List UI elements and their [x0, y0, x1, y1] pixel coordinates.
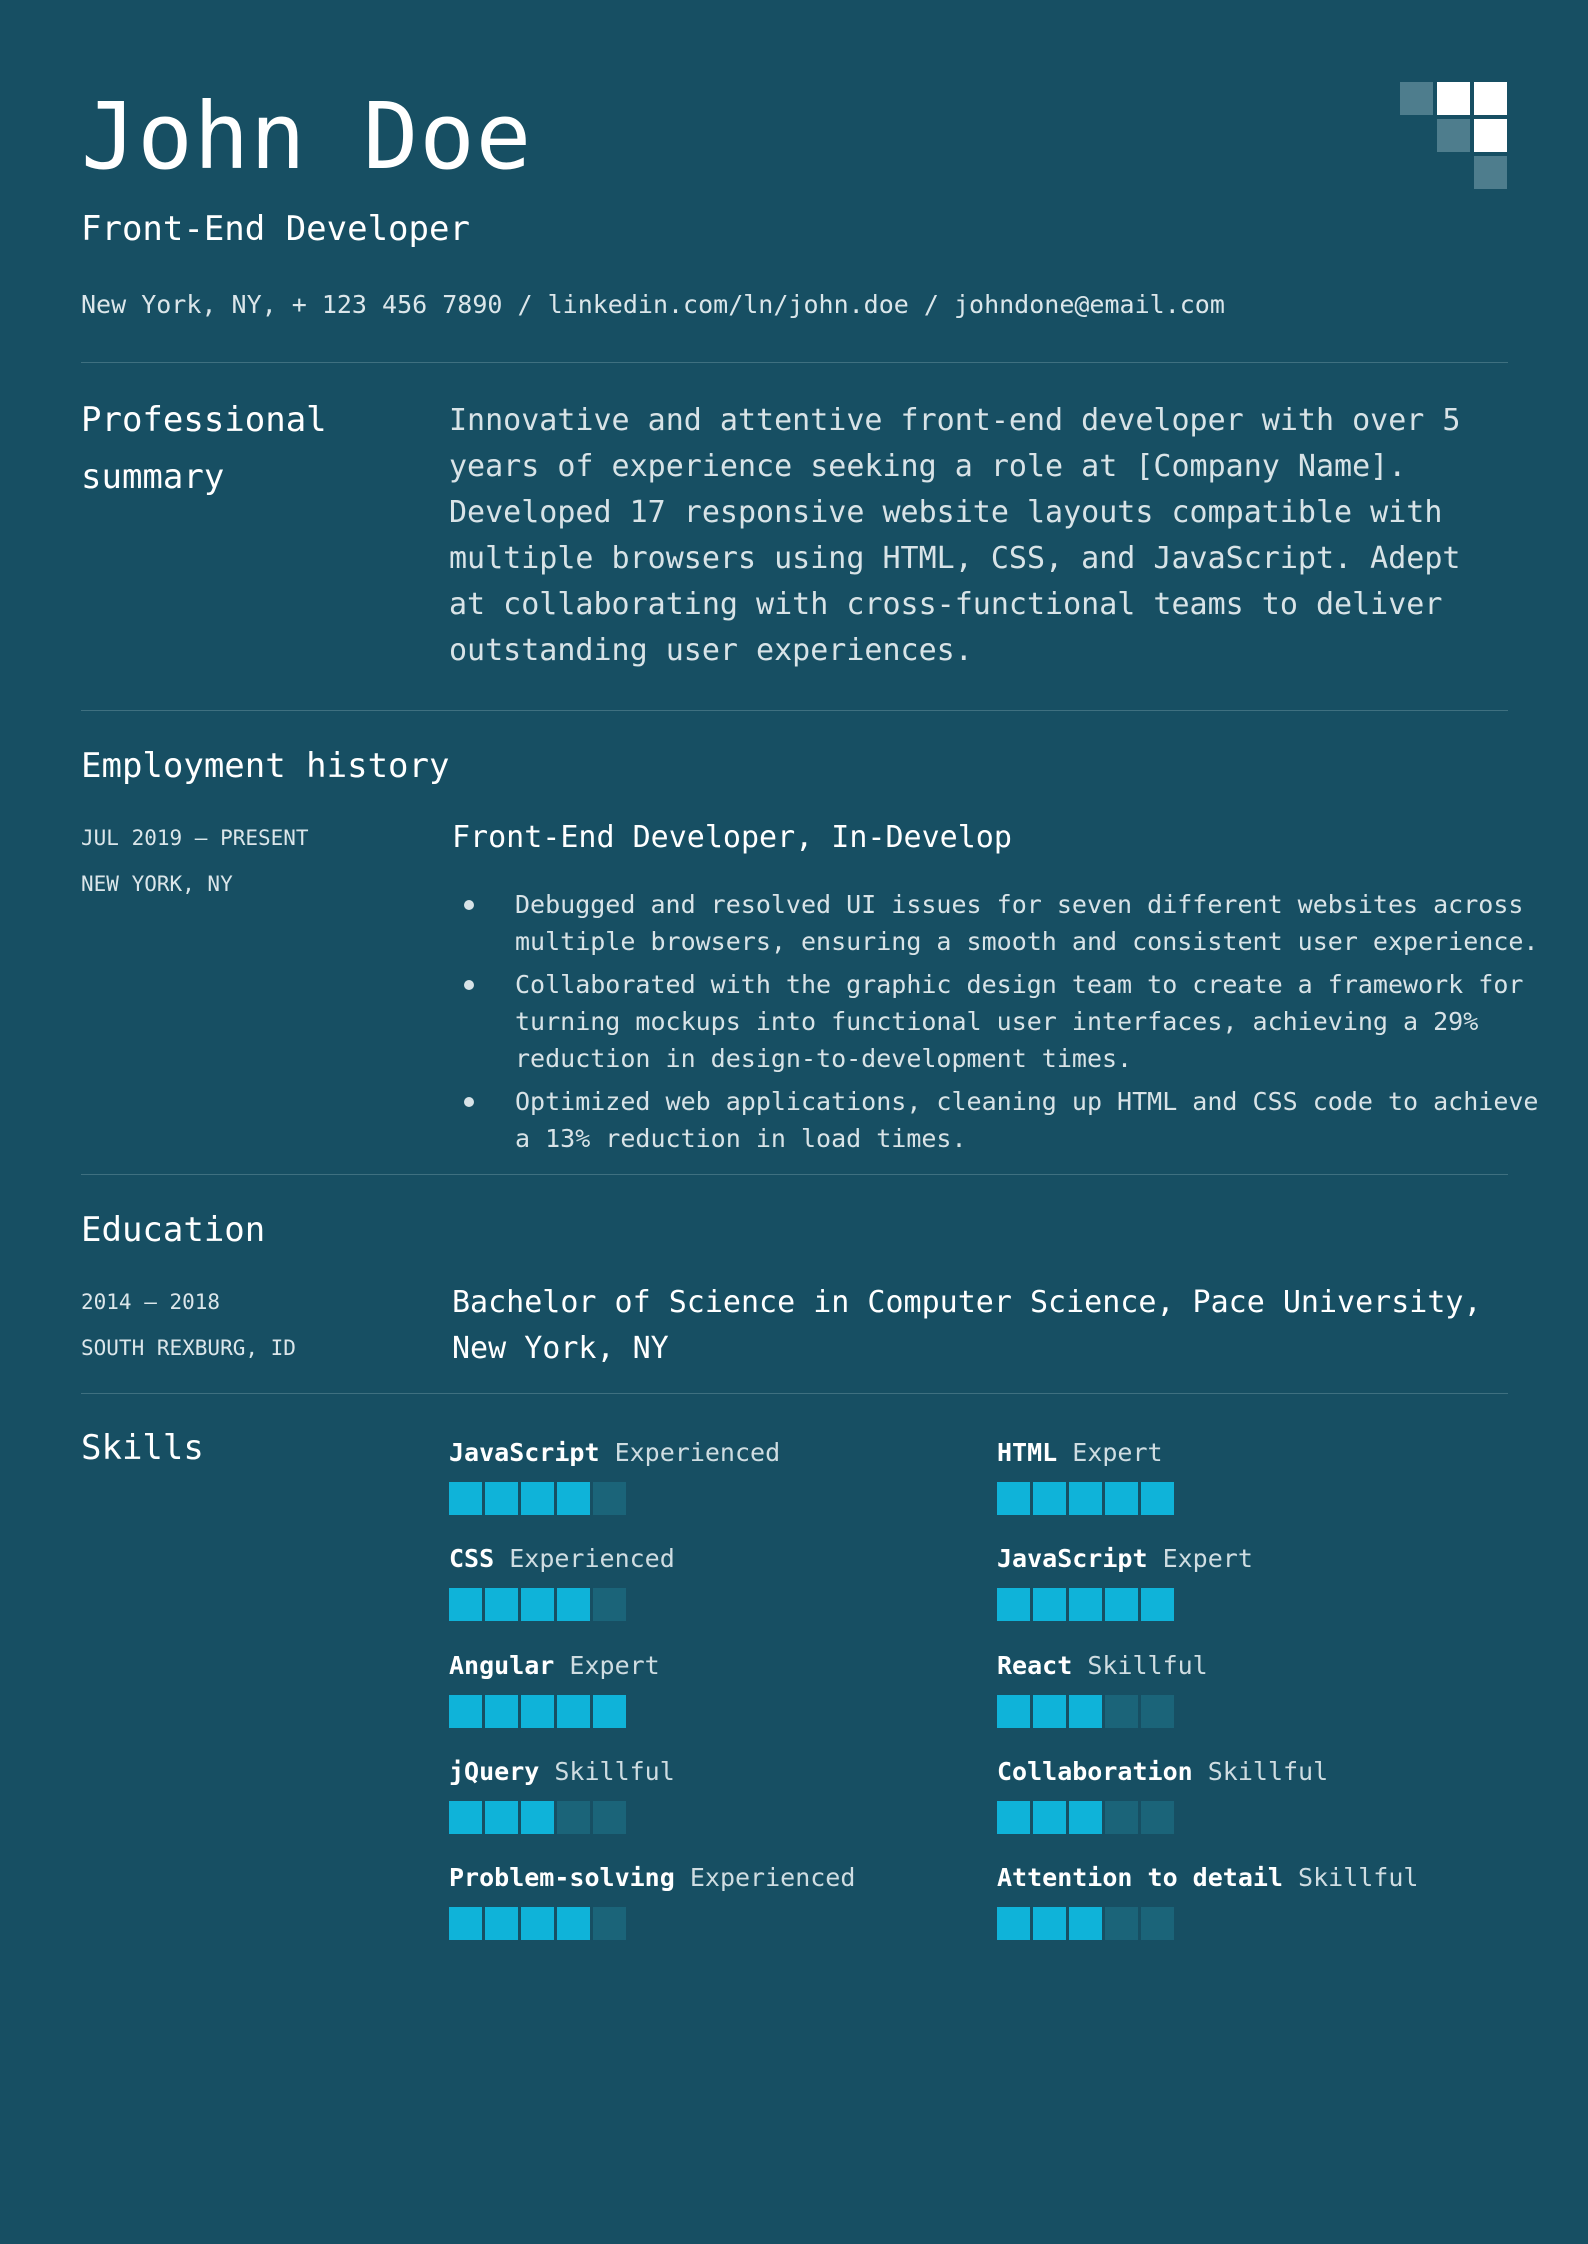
employment-dates: JUL 2019 — PRESENT [81, 826, 309, 850]
section-divider [81, 1174, 1508, 1175]
rating-segment-empty [593, 1588, 626, 1621]
logo-square [1437, 119, 1470, 152]
rating-segment-filled [1033, 1801, 1066, 1834]
rating-segment-filled [449, 1801, 482, 1834]
skill-level: Expert [1072, 1438, 1163, 1467]
skill-item [997, 1542, 1517, 1621]
skill-name: JavaScript [449, 1438, 600, 1467]
list-item [452, 966, 1567, 1077]
skill-item [449, 1649, 969, 1728]
skill-rating-bar [449, 1588, 969, 1621]
logo-square [1474, 82, 1507, 115]
skill-item [449, 1542, 969, 1621]
skill-item [449, 1436, 969, 1515]
rating-segment-empty [1141, 1695, 1174, 1728]
skill-item [997, 1861, 1517, 1940]
rating-segment-filled [521, 1482, 554, 1515]
rating-segment-filled [485, 1588, 518, 1621]
rating-segment-filled [521, 1907, 554, 1940]
rating-segment-filled [521, 1588, 554, 1621]
rating-segment-filled [485, 1695, 518, 1728]
rating-segment-filled [1069, 1695, 1102, 1728]
skill-item [997, 1649, 1517, 1728]
logo-icon [1400, 82, 1508, 190]
candidate-name: John Doe [81, 83, 533, 190]
skill-level: Experienced [614, 1438, 781, 1467]
bullet-text: Optimized web applications, cleaning up HTML and CSS code to achieve a 13% reduction in load times. [515, 1087, 1539, 1153]
rating-segment-empty [1141, 1907, 1174, 1940]
skill-level: Experienced [509, 1544, 675, 1573]
bullet-icon [464, 980, 474, 990]
rating-segment-filled [1141, 1588, 1174, 1621]
rating-segment-filled [485, 1801, 518, 1834]
skill-rating-bar [449, 1482, 969, 1515]
skill-level: Skillful [1207, 1757, 1329, 1786]
skills-heading: Skills [81, 1428, 204, 1468]
skill-name: JavaScript [997, 1544, 1148, 1573]
rating-segment-filled [1033, 1588, 1066, 1621]
skill-item [997, 1436, 1517, 1515]
rating-segment-filled [449, 1695, 482, 1728]
rating-segment-filled [557, 1695, 590, 1728]
rating-segment-filled [997, 1588, 1030, 1621]
skill-level: Experienced [689, 1863, 856, 1892]
skill-item [449, 1861, 969, 1940]
section-divider [81, 1393, 1508, 1394]
skill-item [997, 1755, 1517, 1834]
skill-name: Problem-solving [449, 1863, 675, 1892]
employment-location: NEW YORK, NY [81, 872, 233, 896]
rating-segment-filled [1033, 1907, 1066, 1940]
rating-segment-filled [1105, 1588, 1138, 1621]
rating-segment-filled [521, 1695, 554, 1728]
rating-segment-empty [1141, 1801, 1174, 1834]
rating-segment-filled [1069, 1588, 1102, 1621]
skill-name: React [997, 1651, 1073, 1680]
rating-segment-filled [557, 1588, 590, 1621]
skill-rating-bar [997, 1907, 1517, 1940]
skill-level: Skillful [554, 1757, 675, 1786]
rating-segment-filled [449, 1482, 482, 1515]
education-dates: 2014 — 2018 [81, 1290, 221, 1314]
skill-rating-bar [449, 1695, 969, 1728]
bullet-icon [464, 1097, 474, 1107]
skill-name: Collaboration [997, 1757, 1193, 1786]
rating-segment-filled [1033, 1482, 1066, 1515]
rating-segment-filled [1105, 1482, 1138, 1515]
skill-level: Skillful [1298, 1863, 1419, 1892]
skill-name: Attention to detail [997, 1863, 1283, 1892]
rating-segment-empty [1105, 1695, 1138, 1728]
rating-segment-empty [557, 1801, 590, 1834]
skill-rating-bar [449, 1907, 969, 1940]
rating-segment-filled [997, 1482, 1030, 1515]
rating-segment-filled [1069, 1482, 1102, 1515]
rating-segment-filled [997, 1801, 1030, 1834]
section-divider [81, 710, 1508, 711]
rating-segment-filled [557, 1907, 590, 1940]
skill-rating-bar [997, 1588, 1517, 1621]
logo-square [1437, 82, 1470, 115]
rating-segment-filled [1141, 1482, 1174, 1515]
rating-segment-filled [593, 1695, 626, 1728]
logo-square [1400, 82, 1433, 115]
list-item [452, 1083, 1567, 1157]
rating-segment-empty [593, 1801, 626, 1834]
skill-rating-bar [997, 1695, 1517, 1728]
skill-level: Skillful [1087, 1651, 1208, 1680]
list-item [452, 886, 1567, 960]
education-heading: Education [81, 1210, 266, 1250]
bullet-icon [464, 900, 474, 910]
skill-name: Angular [449, 1651, 555, 1680]
employment-role: Front-End Developer, In-Develop [452, 820, 1012, 855]
job-title: Front-End Developer [81, 209, 470, 249]
rating-segment-empty [593, 1907, 626, 1940]
bullet-text: Collaborated with the graphic design team to create a framework for turning mockups into functional user interfaces, achieving a 29% reduction in design-to-development times. [515, 970, 1524, 1073]
rating-segment-filled [449, 1907, 482, 1940]
employment-heading: Employment history [81, 746, 450, 786]
skill-level: Expert [569, 1651, 660, 1680]
rating-segment-filled [485, 1482, 518, 1515]
summary-heading: Professional summary [81, 400, 327, 497]
employment-bullets [452, 886, 1567, 1163]
rating-segment-empty [1105, 1907, 1138, 1940]
skill-rating-bar [449, 1801, 969, 1834]
bullet-text: Debugged and resolved UI issues for seven different websites across multiple browsers, ensuring a smooth and consistent user experience. [515, 890, 1539, 956]
summary-text: Innovative and attentive front-end developer with over 5 years of experience seeking a role at [Company Name]. Developed 17 responsive website layouts compatible with multiple browsers using HTML, CSS, and JavaScript. Adept at collaborating with cross-functional teams to deliver outstanding user experiences. [449, 403, 1461, 668]
rating-segment-empty [593, 1482, 626, 1515]
skill-name: HTML [997, 1438, 1058, 1467]
contact-line: New York, NY, + 123 456 7890 / linkedin.com/ln/john.doe / johndone@email.com [81, 290, 1225, 319]
rating-segment-filled [997, 1695, 1030, 1728]
rating-segment-filled [1069, 1801, 1102, 1834]
rating-segment-empty [1105, 1801, 1138, 1834]
section-divider [81, 362, 1508, 363]
skill-rating-bar [997, 1801, 1517, 1834]
rating-segment-filled [557, 1482, 590, 1515]
skill-name: CSS [449, 1544, 495, 1573]
rating-segment-filled [449, 1588, 482, 1621]
rating-segment-filled [1033, 1695, 1066, 1728]
logo-square [1474, 156, 1507, 189]
rating-segment-filled [997, 1907, 1030, 1940]
education-location: SOUTH REXBURG, ID [81, 1336, 296, 1360]
logo-square [1474, 119, 1507, 152]
rating-segment-filled [521, 1801, 554, 1834]
skill-level: Expert [1162, 1544, 1253, 1573]
rating-segment-filled [1069, 1907, 1102, 1940]
rating-segment-filled [485, 1907, 518, 1940]
skill-rating-bar [997, 1482, 1517, 1515]
skill-name: jQuery [449, 1757, 540, 1786]
education-degree: Bachelor of Science in Computer Science, Pace University, New York, NY [452, 1285, 1482, 1366]
skill-item [449, 1755, 969, 1834]
